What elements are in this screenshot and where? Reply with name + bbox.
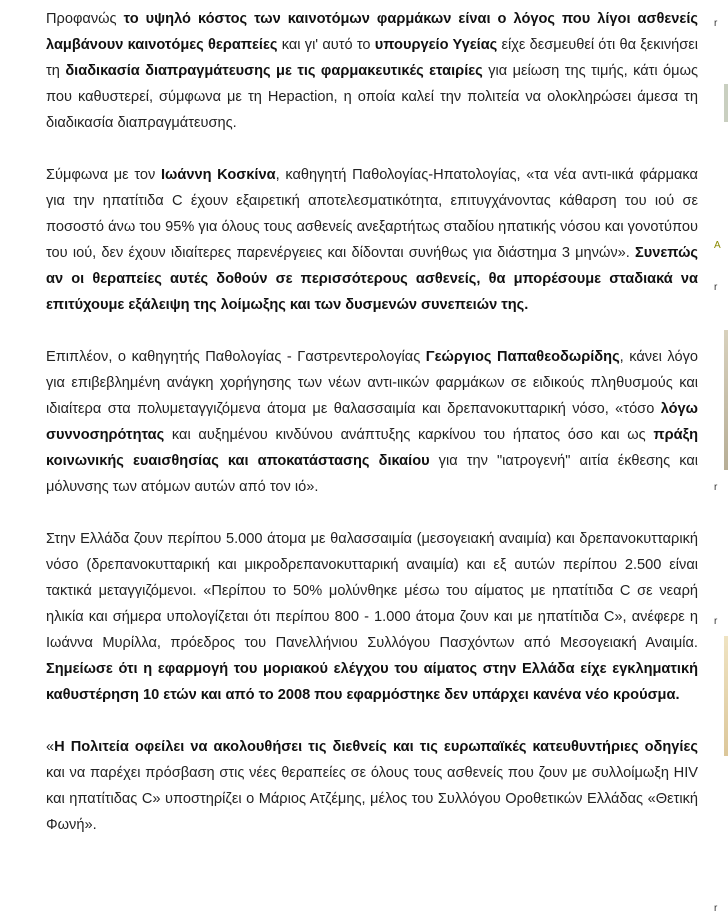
sidebar-text-fragment: Α	[714, 240, 721, 251]
bold-text-run: Η Πολιτεία οφείλει να ακολουθήσει τις διεθνείς και τις ευρωπαϊκές κατευθυντήριες οδηγίες	[54, 739, 698, 755]
text-run: Στην Ελλάδα ζουν περίπου 5.000 άτομα με θαλασσαιμία (μεσογειακή αναιμία) και δρεπανοκυτταρική νόσο (δρεπανοκυτταρική και μικροδρεπανοκυτταρική αναιμία) και εξ αυτών περίπου 2.500 είναι τακτικά μεταγγιζόμενοι. «Περίπου το 50% μολύνθηκε μέσω του αίματος με ηπατίτιδα C σε νεαρή ηλικία και σήμερα υπολογίζεται ότι περίπου 800 - 1.000 άτομα ζουν και με ηπατίτιδα C», ανέφερε η Ιωάννα Μυρίλλα, πρόεδρος του Πανελλήνιου Συλλόγου Πασχόντων από Μεσογειακή Αναιμία.	[46, 531, 698, 651]
text-run: Προφανώς	[46, 11, 124, 27]
text-run: , καθηγητή Παθολογίας-Ηπατολογίας, «τα νέα αντι-ιικά φάρμακα για την ηπατίτιδα C έχουν εξαιρετική αποτελεσματικότητα, επιτυγχάνοντας κάθαρση του ιού σε ποσοστό άνω του 95% για όλους τους ασθενείς ανεξαρτήτως σταδίου ηπατικής νόσου και γονοτύπου του ιού, δεν έχουν ιδιαίτερες παρενέργειες και δίδονται συνήθως για διάστημα 3 μηνών».	[46, 167, 698, 261]
bold-text-run: Ιωάννη Κοσκίνα	[160, 167, 276, 183]
sidebar-thumbnail[interactable]	[724, 636, 728, 756]
article-paragraph	[46, 734, 698, 838]
bold-text-run: υπουργείο Υγείας	[374, 37, 498, 53]
text-run: Επιπλέον, ο καθηγητής Παθολογίας - Γαστρεντερολογίας	[46, 349, 426, 365]
bold-text-run: Γεώργιος Παπαθεοδωρίδης	[425, 349, 620, 365]
article-body	[46, 6, 698, 838]
article-paragraph	[46, 6, 698, 136]
sidebar-thumbnail[interactable]	[724, 84, 728, 122]
text-run: και να παρέχει πρόσβαση στις νέες θεραπείες σε όλους τους ασθενείς που ζουν με συλλοίμωξη HIV και ηπατίτιδας C» υποστηρίζει ο Μάριος Ατζέμης, μέλος του Συλλόγου Οροθετικών Ελλάδας «Θετική Φωνή».	[46, 765, 698, 833]
article-paragraph	[46, 344, 698, 500]
sidebar-thumbnail[interactable]	[724, 330, 728, 470]
bold-text-run: Σημείωσε ότι η εφαρμογή του μοριακού ελέγχου του αίματος στην Ελλάδα είχε εγκληματική καθυστέρηση 10 ετών και από το 2008 που εφαρμόστηκε δεν υπάρχει κανένα νέο κρούσμα.	[46, 661, 698, 703]
text-run: για την "ιατρογενή" αιτία έκθεσης και μόλυνσης των ατόμων αυτών από τον ιό».	[46, 453, 698, 495]
text-run: για μείωση της τιμής, κάτι όμως που καθυστερεί, σύμφωνα με τη Hepaction, η οποία καλεί την πολιτεία να ολοκληρώσει άμεσα τη διαδικασία διαπραγμάτευσης.	[46, 63, 699, 131]
bold-text-run: το υψηλό κόστος των καινοτόμων φαρμάκων είναι ο λόγος που λίγοι ασθενείς λαμβάνουν καινοτόμες θεραπείες	[46, 11, 698, 53]
sidebar-text-fragment: r	[714, 18, 718, 29]
sidebar-text-fragment: r	[714, 616, 718, 627]
bold-text-run: λόγω συννοσηρότητας	[46, 401, 698, 443]
sidebar-text-fragment: r	[714, 282, 718, 293]
bold-text-run: Συνεπώς αν οι θεραπείες αυτές δοθούν σε περισσότερους ασθενείς, θα μπορέσουμε σταδιακά να επιτύχουμε εξάλειψη της λοίμωξης και των δυσμενών συνεπειών της.	[46, 245, 698, 313]
sidebar-text-fragment: r	[714, 482, 718, 493]
text-run: , κάνει λόγο για επιβεβλημένη ανάγκη χορήγησης των νέων αντι-ιικών φαρμάκων σε ειδικούς πληθυσμούς και ιδιαίτερα στα πολυμεταγγιζόμενα άτομα με θαλασσαιμία και δρεπανοκυτταρική νόσο, «τόσο	[46, 349, 698, 417]
sidebar-text-fragment: r	[714, 903, 718, 914]
text-run: «	[46, 739, 55, 755]
article-paragraph	[46, 526, 698, 708]
bold-text-run: πράξη κοινωνικής ευαισθησίας και αποκατάστασης δικαίου	[46, 427, 698, 469]
text-run: και γι' αυτό το	[277, 37, 375, 53]
bold-text-run: διαδικασία διαπραγμάτευσης με τις φαρμακευτικές εταιρίες	[65, 63, 483, 79]
text-run: είχε δεσμευθεί ότι θα ξεκινήσει τη	[46, 37, 698, 79]
text-run: και αυξημένου κινδύνου ανάπτυξης καρκίνου του ήπατος όσο και ως	[164, 427, 654, 443]
sidebar-cropped	[714, 0, 728, 923]
article-paragraph	[46, 162, 698, 318]
text-run: Σύμφωνα με τον	[46, 167, 161, 183]
